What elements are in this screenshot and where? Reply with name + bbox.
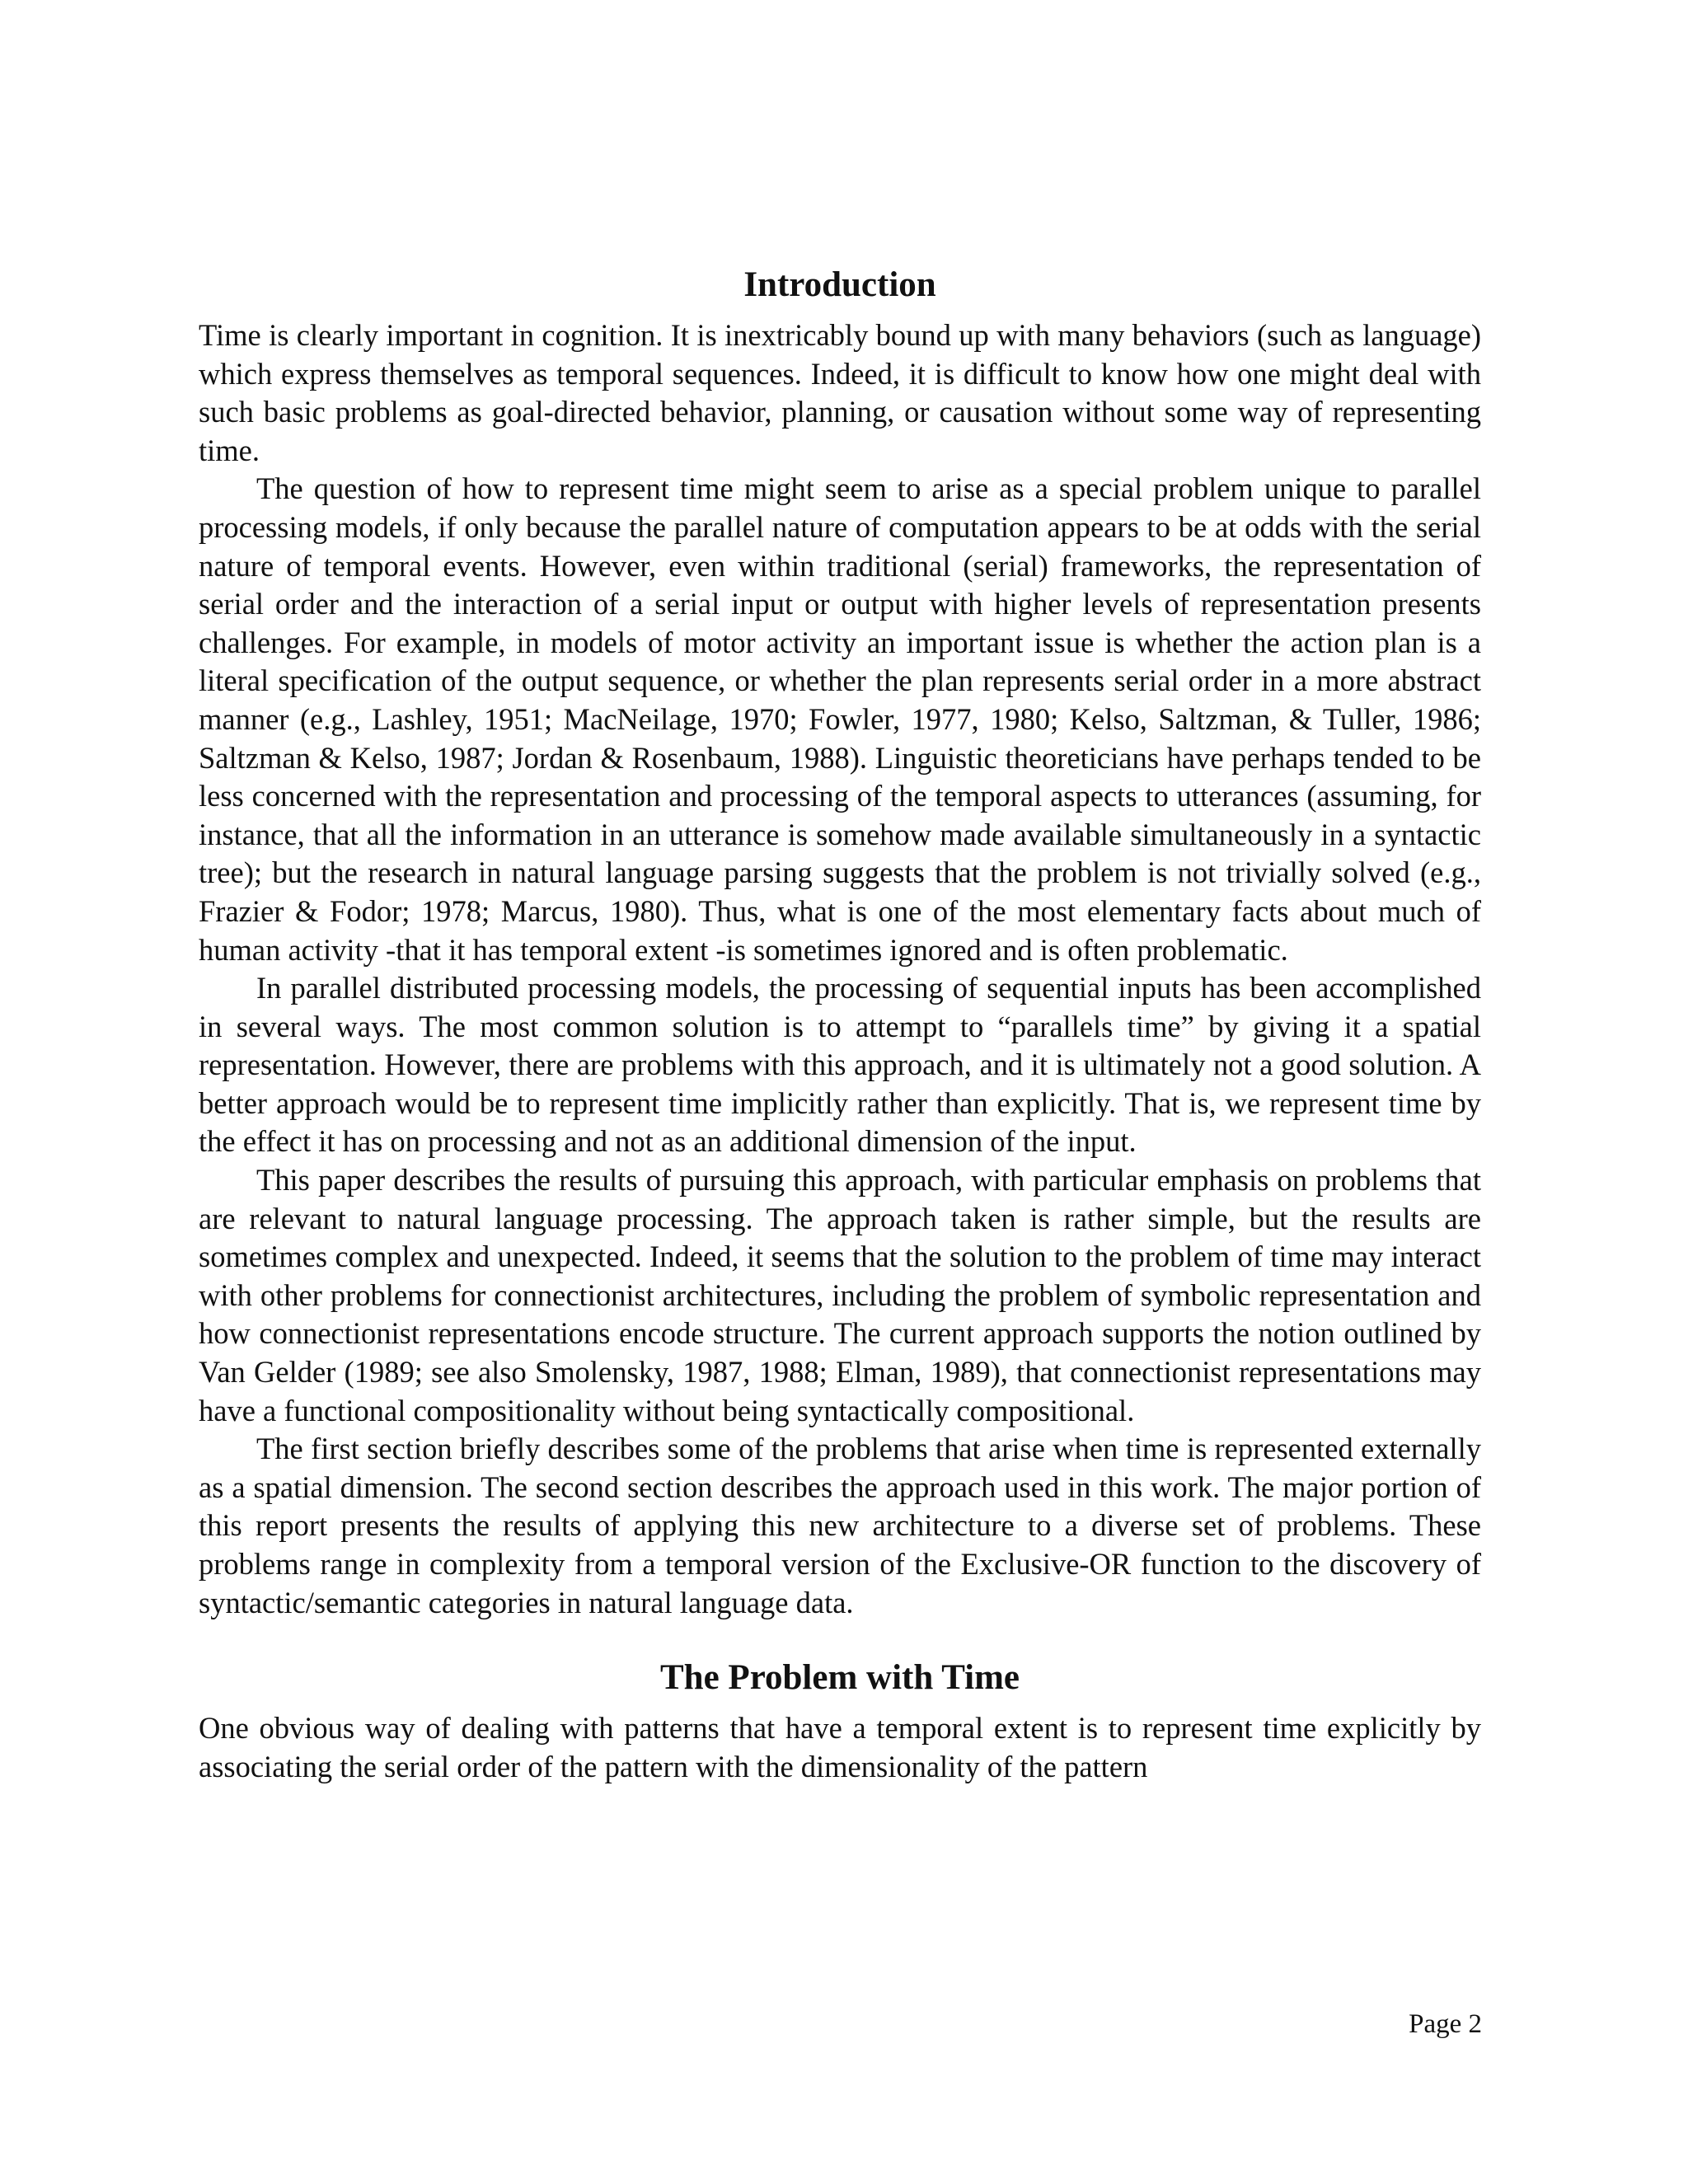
intro-paragraph-2: The question of how to represent time might seem to arise as a special problem unique to parallel processing models, if only because the parallel nature of computation appears to be at odds with the serial nature of temporal events. However, even within traditional (serial) frameworks, the representation of serial order and the interaction of a serial input or output with higher levels of representation presents challenges. For example, in models of motor activity an important issue is whether the action plan is a literal specification of the output sequence, or whether the plan represents serial order in a more abstract manner (e.g., Lashley, 1951; MacNeilage, 1970; Fowler, 1977, 1980; Kelso, Saltzman, & Tuller, 1986; Saltzman & Kelso, 1987; Jordan & Rosenbaum, 1988). Linguistic theoreticians have perhaps tended to be less concerned with the representation and processing of the temporal aspects to utterances (assuming, for instance, that all the information in an utterance is somehow made available simultaneously in a syntactic tree); but the research in natural language parsing suggests that the problem is not trivially solved (e.g., Frazier & Fodor; 1978; Marcus, 1980). Thus, what is one of the most elementary facts about much of human activity -that it has temporal extent -is sometimes ignored and is often problematic. (199, 471, 1481, 967)
intro-paragraph-5: The first section briefly describes some of the problems that arise when time is represented externally as a spatial dimension. The second section describes the approach used in this work. The major portion of this report presents the results of applying this new architecture to a diverse set of problems. These problems range in complexity from a temporal version of the Exclusive-OR function to the discovery of syntactic/semantic categories in natural language data. (199, 1432, 1481, 1619)
intro-paragraph-4: This paper describes the results of pursuing this approach, with particular emphasis on problems that are relevant to natural language processing. The approach taken is rather simple, but the results are sometimes complex and unexpected. Indeed, it seems that the solution to the problem of time may interact with other problems for connectionist architectures, including the problem of symbolic representation and how connectionist representations encode structure. The current approach supports the notion outlined by Van Gelder (1989; see also Smolensky, 1987, 1988; Elman, 1989), that connectionist representations may have a functional compositionality without being syntactically compositional. (199, 1163, 1481, 1427)
page-body (199, 262, 1481, 1786)
intro-paragraph-1: Time is clearly important in cognition. It is inextricably bound up with many behaviors (such as language) which express themselves as temporal sequences. Indeed, it is difficult to know how one might deal with such basic problems as goal-directed behavior, planning, or causation without some way of representing time. (199, 318, 1481, 467)
section-heading-problem-with-time: The Problem with Time (660, 1658, 1020, 1698)
page-number: Page 2 (1409, 2009, 1482, 2039)
intro-paragraph-3: In parallel distributed processing models, the processing of sequential inputs has been accomplished in several ways. The most common solution is to attempt to “parallels time” by giving it a spatial representation. However, there are problems with this approach, and it is ultimately not a good solution. A better approach would be to represent time implicitly rather than explicitly. That is, we represent time by the effect it has on processing and not as an additional dimension of the input. (199, 971, 1481, 1159)
section-heading-introduction: Introduction (743, 265, 936, 304)
problem-paragraph-1: One obvious way of dealing with patterns that have a temporal extent is to represent time explicitly by associating the serial order of the pattern with the dimensionality of the pattern (199, 1711, 1481, 1783)
